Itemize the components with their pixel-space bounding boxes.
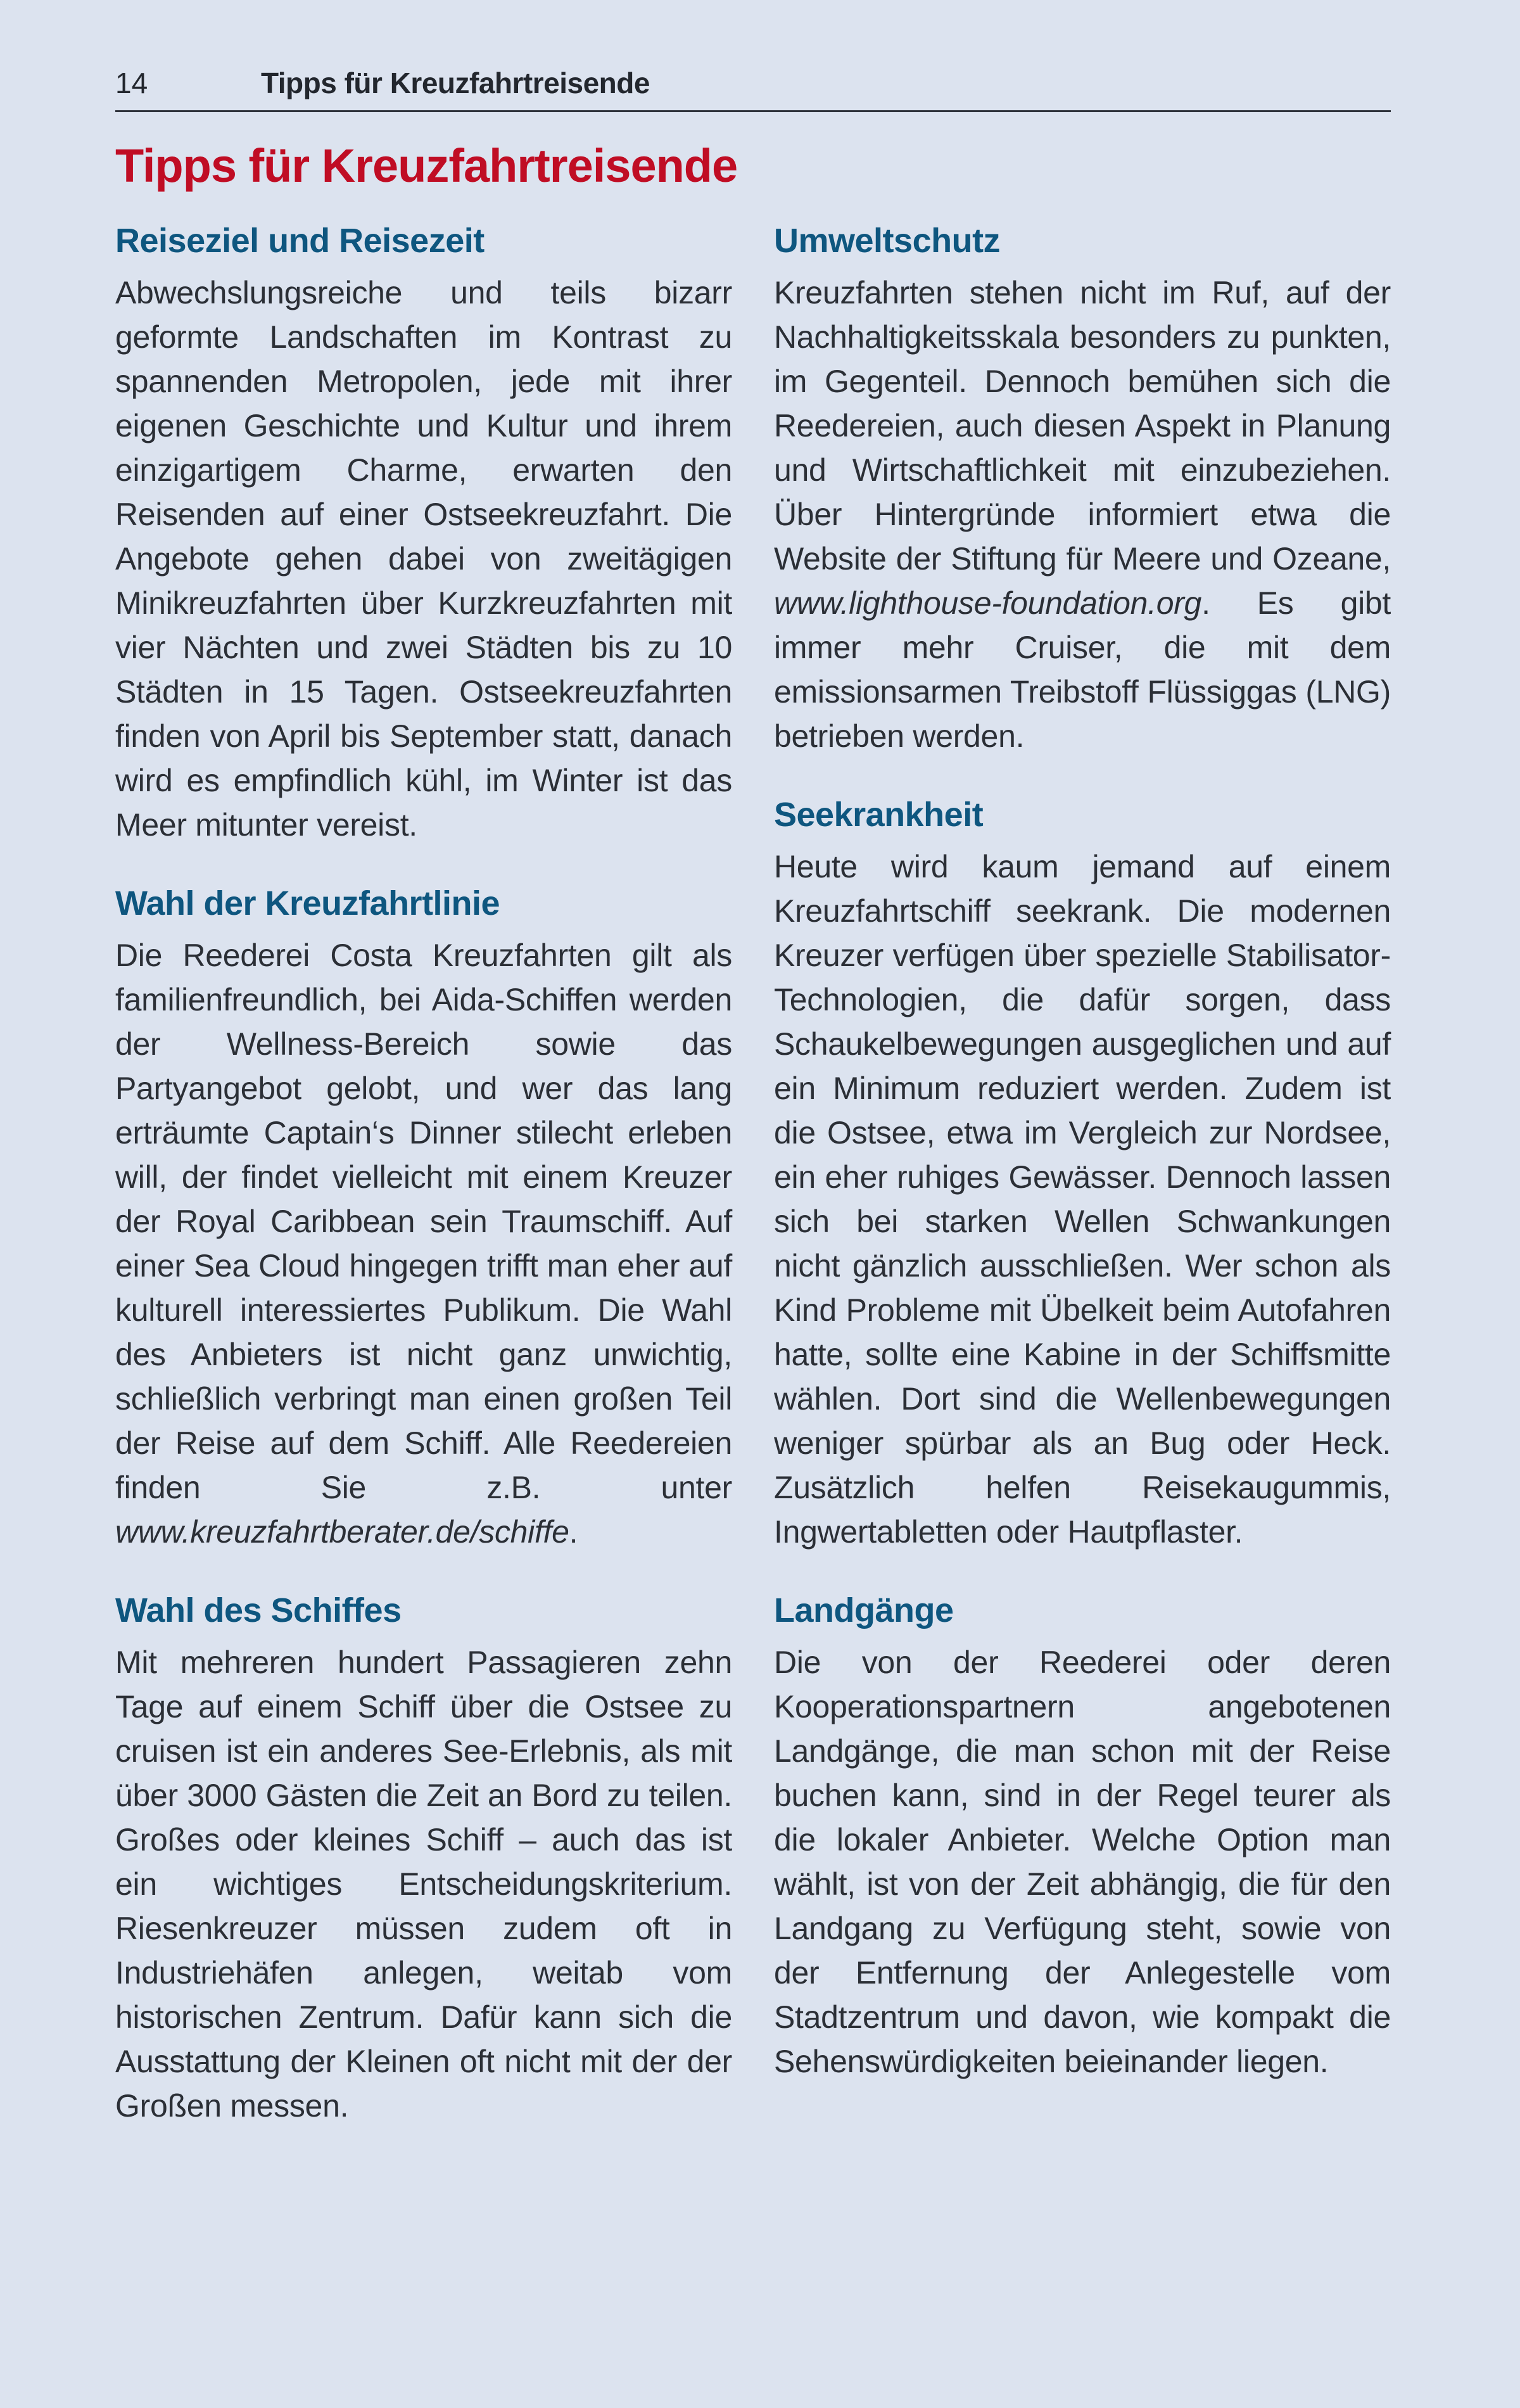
header-rule	[115, 110, 1391, 112]
section-paragraph	[774, 271, 1391, 758]
section-paragraph	[115, 1640, 732, 2128]
section-paragraph	[115, 271, 732, 847]
page-number: 14	[115, 67, 148, 99]
running-head-title: Tipps für Kreuzfahrtreisende	[261, 67, 650, 99]
text-segment: Abwechslungsreiche und teils bizarr geformte Landschaften im Kontrast zu spannenden Metropolen, jede mit ihrer eigenen Geschichte und Kultur und ihrem einzigartigem Charme, erwarten den Reisenden auf einer Ostseekreuzfahrt. Die Angebote gehen dabei von zweitägigen Minikreuzfahrten über Kurzkreuzfahrten mit vier Nächten und zwei Städten bis zu 10 Städten in 15 Tagen. Ostseekreuzfahrten finden von April bis September statt, danach wird es empfindlich kühl, im Winter ist das Meer mitunter vereist.	[115, 274, 732, 843]
left-column	[115, 221, 732, 2128]
text-segment: Die Reederei Costa Kreuzfahrten gilt als familienfreundlich, bei Aida-Schiffen werden der Wellness-Bereich sowie das Partyangebot gelobt, und wer das lang erträumte Captain‘s Dinner stilecht erleben will, der findet vielleicht mit einem Kreuzer der Royal Caribbean sein Traumschiff. Auf einer Sea Cloud hingegen trifft man eher auf kulturell interessiertes Publikum. Die Wahl des Anbieters ist nicht ganz unwichtig, schließlich verbringt man einen großen Teil der Reise auf dem Schiff. Alle Reedereien finden Sie z.B. unter	[115, 937, 732, 1505]
url-text: www.lighthouse-foundation.org	[774, 585, 1202, 621]
section-paragraph	[115, 933, 732, 1554]
running-header	[115, 68, 1391, 98]
page-title: Tipps für Kreuzfahrtreisende	[115, 139, 738, 192]
text-segment: Kreuzfahrten stehen nicht im Ruf, auf der Nachhaltigkeitsskala besonders zu punkten, im Gegenteil. Dennoch bemühen sich die Reedereien, auch diesen Aspekt in Planung und Wirtschaftlichkeit mit einzubeziehen. Über Hintergründe informiert etwa die Website der Stiftung für Meere und Ozeane,	[774, 274, 1391, 577]
section-heading: Landgänge	[774, 1591, 954, 1629]
section-paragraph	[774, 1640, 1391, 2084]
section-heading: Seekrankheit	[774, 795, 984, 834]
section-paragraph	[774, 844, 1391, 1554]
right-column	[774, 221, 1391, 2084]
section-heading: Reiseziel und Reisezeit	[115, 221, 484, 260]
text-segment: . Es gibt immer mehr Cruiser, die mit dem emissionsarmen Treibstoff Flüssiggas (LNG) betrieben werden.	[774, 585, 1391, 754]
text-segment: Die von der Reederei oder deren Kooperationspartnern angebotenen Landgänge, die man schon mit der Reise buchen kann, sind in der Regel teurer als die lokaler Anbieter. Welche Option man wählt, ist von der Zeit abhängig, die für den Landgang zu Verfügung steht, sowie von der Entfernung der Anlegestelle vom Stadtzentrum und davon, wie kompakt die Sehenswürdigkeiten beieinander liegen.	[774, 1644, 1391, 2079]
text-segment: Heute wird kaum jemand auf einem Kreuzfahrtschiff seekrank. Die modernen Kreuzer verfügen über spezielle Stabilisator-Technologien, die dafür sorgen, dass Schaukelbewegungen ausgeglichen und auf ein Minimum reduziert werden. Zudem ist die Ostsee, etwa im Vergleich zur Nordsee, ein eher ruhiges Gewässer. Dennoch lassen sich bei starken Wellen Schwankungen nicht gänzlich ausschließen. Wer schon als Kind Probleme mit Übelkeit beim Autofahren hatte, sollte eine Kabine in der Schiffsmitte wählen. Dort sind die Wellenbewegungen weniger spürbar als an Bug oder Heck. Zusätzlich helfen Reisekaugummis, Ingwertabletten oder Hautpflaster.	[774, 848, 1391, 1550]
content-columns	[115, 221, 1391, 2128]
section-heading: Wahl der Kreuzfahrtlinie	[115, 884, 500, 922]
text-segment: Mit mehreren hundert Passagieren zehn Tage auf einem Schiff über die Ostsee zu cruisen ist ein anderes See-Erlebnis, als mit über 3000 Gästen die Zeit an Bord zu teilen. Großes oder kleines Schiff – auch das ist ein wichtiges Entscheidungskriterium. Riesenkreuzer müssen zudem oft in Industriehäfen anlegen, weitab vom historischen Zentrum. Dafür kann sich die Ausstattung der Kleinen oft nicht mit der der Großen messen.	[115, 1644, 732, 2124]
text-segment: .	[569, 1513, 578, 1550]
url-text: www.kreuzfahrtberater.de/schiffe	[115, 1513, 569, 1550]
section-heading: Umweltschutz	[774, 221, 1001, 260]
section-heading: Wahl des Schiffes	[115, 1591, 402, 1629]
